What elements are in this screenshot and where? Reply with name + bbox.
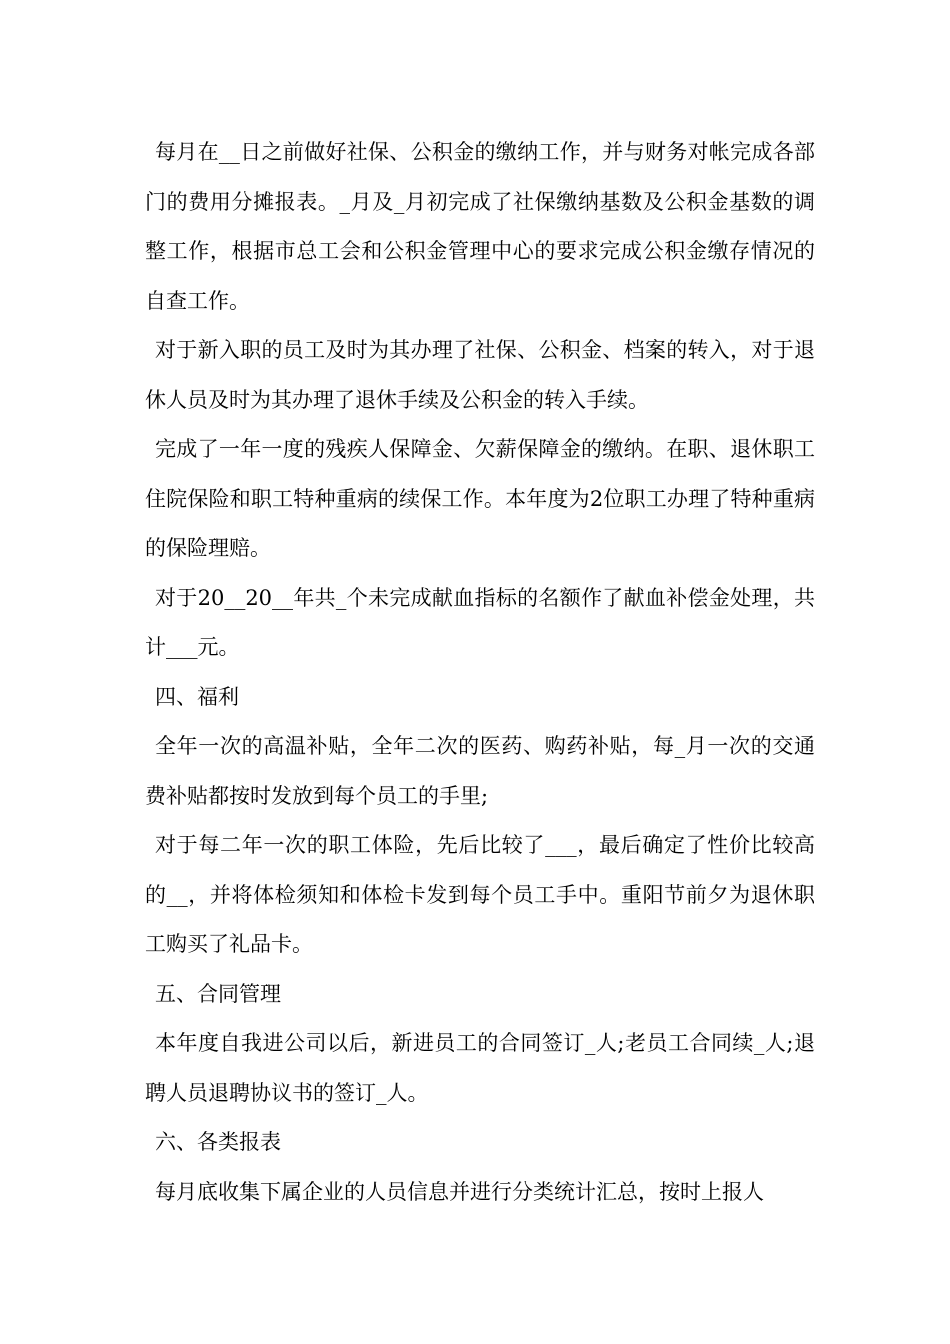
paragraph-monthly-reports: 每月底收集下属企业的人员信息并进行分类统计汇总，按时上报人: [155, 1179, 764, 1204]
paragraph-blood-donation: 对于20__20__年共_个未完成献血指标的名额作了献血补偿金处理，共计___元。: [145, 585, 815, 659]
paragraph-contract-signing: 本年度自我进公司以后，新进员工的合同签订_人;老员工合同续_人;退聘人员退聘协议书的签订_人。: [145, 1031, 815, 1105]
document-body: [145, 128, 815, 1217]
paragraph-social-insurance: 每月在__日之前做好社保、公积金的缴纳工作，并与财务对帐完成各部门的费用分摊报表。_月及_月初完成了社保缴纳基数及公积金基数的调整工作，根据市总工会和公积金管理中心的要求完成公积金缴存情况的自查工作。: [145, 140, 815, 313]
section-heading-welfare: 四、福利: [155, 684, 239, 709]
section-heading-contracts: 五、合同管理: [155, 981, 281, 1006]
paragraph-new-hires: 对于新入职的员工及时为其办理了社保、公积金、档案的转入，对于退休人员及时为其办理了退休手续及公积金的转入手续。: [145, 338, 815, 412]
paragraph-disability-fund: 完成了一年一度的残疾人保障金、欠薪保障金的缴纳。在职、退休职工住院保险和职工特种重病的续保工作。本年度为2位职工办理了特种重病的保险理赔。: [145, 437, 815, 560]
paragraph-health-check: 对于每二年一次的职工体险，先后比较了___，最后确定了性价比较高的__，并将体检须知和体检卡发到每个员工手中。重阳节前夕为退休职工购买了礼品卡。: [145, 833, 815, 956]
section-heading-reports: 六、各类报表: [155, 1130, 281, 1154]
paragraph-subsidies: 全年一次的高温补贴，全年二次的医药、购药补贴，每_月一次的交通费补贴都按时发放到每个员工的手里;: [145, 734, 815, 808]
